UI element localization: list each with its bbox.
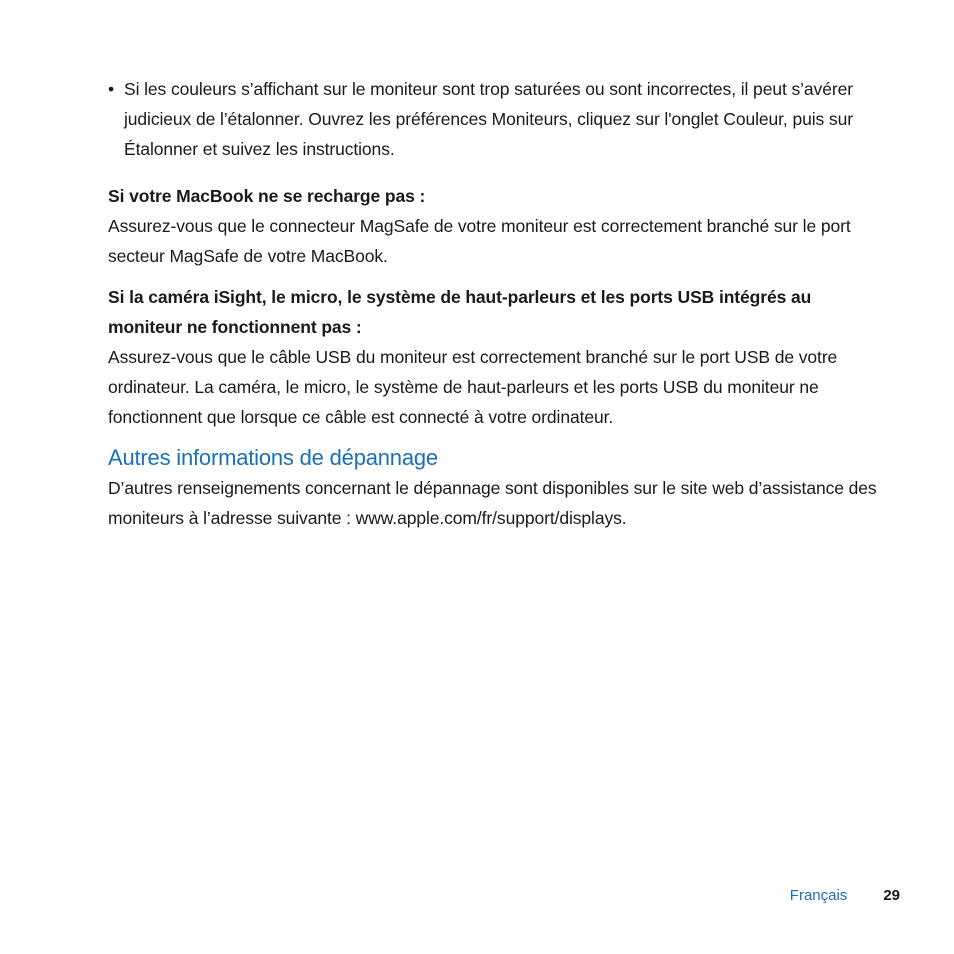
more-info-heading: Autres informations de dépannage: [108, 445, 438, 470]
section-isight-usb: [108, 282, 878, 432]
bullet-text: Si les couleurs s’affichant sur le moniteur sont trop saturées ou sont incorrectes, il peut s’avérer judicieux de l’étalonner. Ouvrez les préférences Moniteurs, cliquez sur l'onglet Couleur, puis sur Étalonner et suivez les instructions.: [124, 79, 853, 159]
section-body: Assurez-vous que le câble USB du moniteur est correctement branché sur le port USB de votre ordinateur. La caméra, le micro, le système de haut-parleurs et les ports USB du moniteur ne fonctionnent que lorsque ce câble est connecté à votre ordinateur.: [108, 347, 838, 427]
page-footer: [790, 884, 900, 908]
bullet-item-calibration: [108, 74, 878, 164]
footer-language: Français: [789, 887, 848, 904]
page-number: 29: [883, 887, 900, 904]
page-content: [108, 74, 878, 533]
section-body: Assurez-vous que le connecteur MagSafe de votre moniteur est correctement branché sur le port secteur MagSafe de votre MacBook.: [108, 216, 851, 266]
bullet-glyph: •: [108, 79, 115, 99]
section-heading: Si votre MacBook ne se recharge pas :: [108, 186, 426, 206]
section-heading: Si la caméra iSight, le micro, le système de haut-parleurs et les ports USB intégrés au moniteur ne fonctionnent pas :: [108, 287, 812, 337]
section-macbook-charging: [108, 181, 878, 271]
more-info-body: D’autres renseignements concernant le dépannage sont disponibles sur le site web d’assistance des moniteurs à l’adresse suivante : www.apple.com/fr/support/displays.: [108, 478, 877, 528]
